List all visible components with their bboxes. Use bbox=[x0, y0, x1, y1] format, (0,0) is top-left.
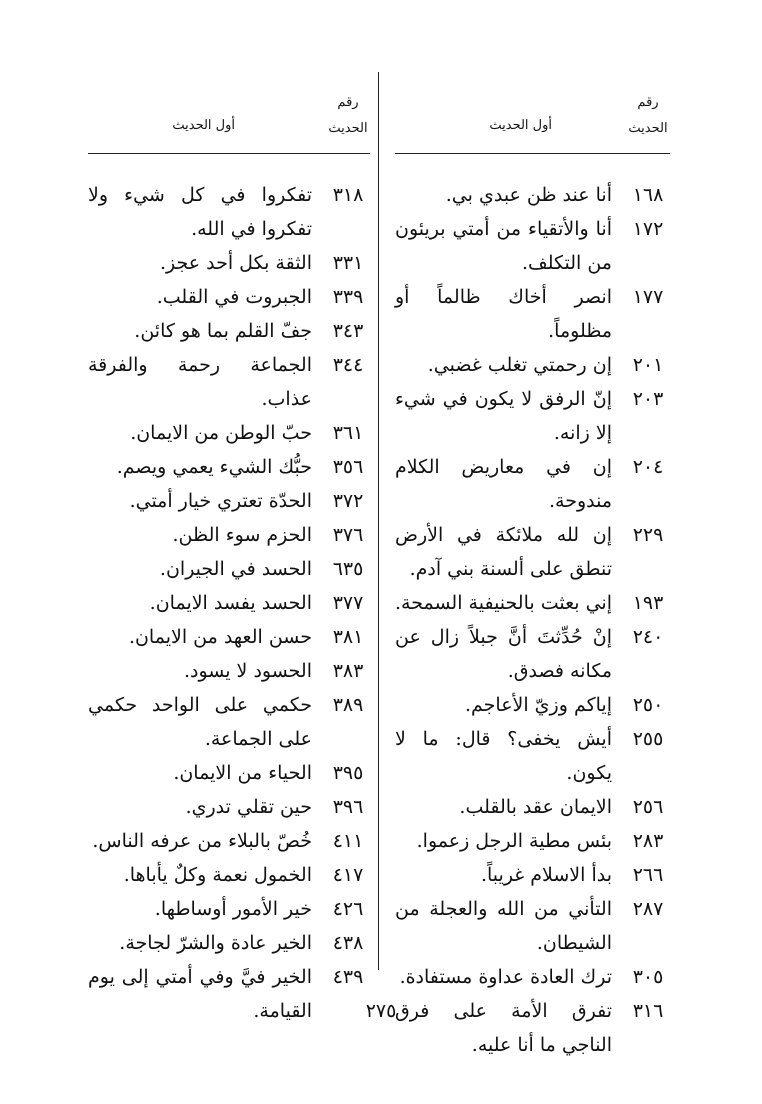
column-header bbox=[88, 85, 370, 157]
index-entry bbox=[88, 858, 370, 892]
index-entry bbox=[88, 926, 370, 960]
hadith-number: ٣١٦ bbox=[632, 1000, 664, 1022]
hadith-text: الخير فيَّ وفي أمتي إلى يوم القيامة. bbox=[88, 966, 312, 1022]
hadith-number: ٤١٧ bbox=[332, 864, 364, 886]
hadith-number: ٣٥٦ bbox=[332, 456, 364, 478]
index-entry bbox=[88, 654, 370, 688]
index-entry bbox=[88, 280, 370, 314]
index-entry bbox=[88, 314, 370, 348]
hadith-number: ٣٨٩ bbox=[332, 694, 364, 716]
hadith-number: ٣٣٩ bbox=[332, 286, 364, 308]
hadith-number: ٣٩٥ bbox=[332, 762, 364, 784]
index-entry bbox=[88, 246, 370, 280]
hadith-text: أنا والأتقياء من أمتي بريئون من التكلف. bbox=[395, 218, 612, 274]
hadith-text: الجماعة رحمة والفرقة عذاب. bbox=[88, 354, 312, 410]
hadith-text: إياكم وزيّ الأعاجم. bbox=[464, 694, 612, 716]
hadith-text: حين تقلي تدري. bbox=[185, 796, 312, 818]
index-entry bbox=[88, 484, 370, 518]
index-entry bbox=[395, 620, 670, 688]
hadith-text: حكمي على الواحد حكمي على الجماعة. bbox=[88, 694, 312, 750]
hadith-number: ١٧٢ bbox=[632, 218, 664, 240]
hadith-text: انصر أخاك ظالماً أو مظلوماً. bbox=[395, 286, 612, 342]
hadith-number: ٣٦١ bbox=[332, 422, 364, 444]
hadith-text: حبُّك الشيء يعمي ويصم. bbox=[116, 456, 312, 478]
hadith-text: حسن العهد من الايمان. bbox=[128, 626, 312, 648]
index-entry bbox=[88, 178, 370, 246]
hadith-text: ترك العادة عداوة مستفادة. bbox=[399, 966, 612, 988]
hadith-number: ٢٠٣ bbox=[632, 388, 664, 410]
index-entry bbox=[88, 892, 370, 926]
hadith-number: ٣٤٤ bbox=[332, 354, 364, 376]
index-entry bbox=[88, 416, 370, 450]
index-entry bbox=[395, 518, 670, 586]
hadith-number: ٢٨٧ bbox=[632, 898, 664, 920]
hadith-text: التأني من الله والعجلة من الشيطان. bbox=[395, 898, 612, 954]
hadith-text: الثقة بكل أحد عجز. bbox=[159, 252, 312, 274]
hadith-text: الحسد يفسد الايمان. bbox=[149, 592, 312, 614]
index-entry bbox=[88, 348, 370, 416]
header-rule bbox=[88, 153, 370, 154]
hadith-text-header: أول الحديث bbox=[172, 118, 235, 133]
hadith-number: ١٧٧ bbox=[632, 286, 664, 308]
index-column-left bbox=[88, 85, 370, 1022]
hadith-number-header bbox=[326, 90, 370, 142]
hadith-number: ٤١١ bbox=[332, 830, 364, 852]
number-label-bottom: الحديث bbox=[328, 121, 368, 136]
hadith-number: ٢٤٠ bbox=[632, 626, 664, 648]
index-entry bbox=[395, 280, 670, 348]
hadith-text: بدأ الاسلام غريباً. bbox=[480, 864, 612, 886]
hadith-number: ١٦٨ bbox=[632, 184, 664, 206]
index-entry bbox=[395, 722, 670, 790]
hadith-text: حبّ الوطن من الايمان. bbox=[130, 422, 312, 444]
hadith-number: ٣٨٣ bbox=[332, 660, 364, 682]
hadith-number: ١٩٣ bbox=[632, 592, 664, 614]
hadith-text: الحدّة تعتري خيار أمتي. bbox=[129, 490, 312, 512]
hadith-number: ٢٢٩ bbox=[632, 524, 664, 546]
hadith-text: إنّ الرفق لا يكون في شيء إلا زانه. bbox=[395, 388, 612, 444]
index-column-right bbox=[395, 85, 670, 1056]
hadith-text: جفّ القلم بما هو كائن. bbox=[134, 320, 312, 342]
hadith-text: أيش يخفى؟ قال: ما لا يكون. bbox=[395, 728, 612, 784]
hadith-text: إني بعثت بالحنيفية السمحة. bbox=[395, 592, 612, 614]
hadith-number: ٦٣٥ bbox=[332, 558, 364, 580]
hadith-text: الحسد في الجيران. bbox=[159, 558, 312, 580]
index-entry bbox=[395, 348, 670, 382]
hadith-number: ٣٠٥ bbox=[632, 966, 664, 988]
hadith-number: ٢٥٠ bbox=[632, 694, 664, 716]
index-entry bbox=[395, 892, 670, 960]
page-number: ٢٧٥ bbox=[365, 1000, 397, 1022]
hadith-number: ٢٥٥ bbox=[632, 728, 664, 750]
hadith-text: خُصّ بالبلاء من عرفه الناس. bbox=[92, 830, 312, 852]
index-entry bbox=[395, 790, 670, 824]
index-entry bbox=[88, 586, 370, 620]
hadith-text: الايمان عقد بالقلب. bbox=[459, 796, 612, 818]
number-label-top: رقم bbox=[337, 95, 359, 110]
index-entry bbox=[88, 790, 370, 824]
index-entry bbox=[88, 518, 370, 552]
index-entry bbox=[395, 960, 670, 994]
hadith-number: ٢٠١ bbox=[632, 354, 664, 376]
hadith-number: ٣٧٦ bbox=[332, 524, 364, 546]
index-entry bbox=[395, 824, 670, 858]
hadith-number: ٣٨١ bbox=[332, 626, 364, 648]
entries-list bbox=[395, 178, 670, 1062]
index-entry bbox=[88, 824, 370, 858]
index-entry bbox=[88, 688, 370, 756]
hadith-text: الحياء من الايمان. bbox=[173, 762, 312, 784]
hadith-number: ٤٢٦ bbox=[332, 898, 364, 920]
index-entry bbox=[395, 382, 670, 450]
index-entry bbox=[395, 212, 670, 280]
hadith-text: الحزم سوء الظن. bbox=[172, 524, 312, 546]
index-entry bbox=[88, 756, 370, 790]
column-header bbox=[395, 85, 670, 157]
hadith-text: الجبروت في القلب. bbox=[156, 286, 312, 308]
hadith-text: بئس مطية الرجل زعموا. bbox=[416, 830, 612, 852]
hadith-number: ٣١٨ bbox=[332, 184, 364, 206]
hadith-text: الحسود لا يسود. bbox=[183, 660, 312, 682]
hadith-text: إن لله ملائكة في الأرض تنطق على ألسنة بني آدم. bbox=[395, 524, 612, 580]
hadith-text: إن في معاريض الكلام مندوحة. bbox=[395, 456, 612, 512]
hadith-text: تفكروا في كل شيء ولا تفكروا في الله. bbox=[88, 184, 312, 240]
hadith-text: الخمول نعمة وكلٌ يأباها. bbox=[123, 864, 312, 886]
hadith-number: ٣٣١ bbox=[332, 252, 364, 274]
hadith-number: ٢٨٣ bbox=[632, 830, 664, 852]
number-label-top: رقم bbox=[637, 95, 659, 110]
hadith-text: تفرق الأمة على فرق الناجي ما أنا عليه. bbox=[395, 1000, 612, 1056]
hadith-text: الخير عادة والشرّ لجاجة. bbox=[119, 932, 312, 954]
index-entry bbox=[395, 586, 670, 620]
column-divider bbox=[378, 72, 379, 970]
hadith-number: ٢٥٦ bbox=[632, 796, 664, 818]
index-entry bbox=[395, 178, 670, 212]
hadith-text: خير الأمور أوساطها. bbox=[154, 898, 312, 920]
hadith-number: ٤٣٨ bbox=[332, 932, 364, 954]
index-entry bbox=[395, 858, 670, 892]
entries-list bbox=[88, 178, 370, 1028]
hadith-number: ٢٠٤ bbox=[632, 456, 664, 478]
hadith-number: ٣٩٦ bbox=[332, 796, 364, 818]
hadith-text: إن رحمتي تغلب غضبي. bbox=[427, 354, 612, 376]
hadith-text: أنا عند ظن عبدي بي. bbox=[445, 184, 612, 206]
hadith-text: إنْ حُدِّثتَ أنَّ جبلاً زال عن مكانه فصدق. bbox=[395, 626, 612, 682]
hadith-text-header: أول الحديث bbox=[489, 118, 552, 133]
header-rule bbox=[395, 153, 670, 154]
hadith-number-header bbox=[626, 90, 670, 142]
hadith-number: ٢٦٦ bbox=[632, 864, 664, 886]
index-entry bbox=[88, 620, 370, 654]
number-label-bottom: الحديث bbox=[628, 121, 668, 136]
hadith-number: ٣٤٣ bbox=[332, 320, 364, 342]
hadith-number: ٣٧٢ bbox=[332, 490, 364, 512]
hadith-number: ٣٧٧ bbox=[332, 592, 364, 614]
hadith-number: ٤٣٩ bbox=[332, 966, 364, 988]
index-entry bbox=[395, 450, 670, 518]
index-entry bbox=[88, 552, 370, 586]
index-entry bbox=[395, 688, 670, 722]
index-entry bbox=[88, 450, 370, 484]
